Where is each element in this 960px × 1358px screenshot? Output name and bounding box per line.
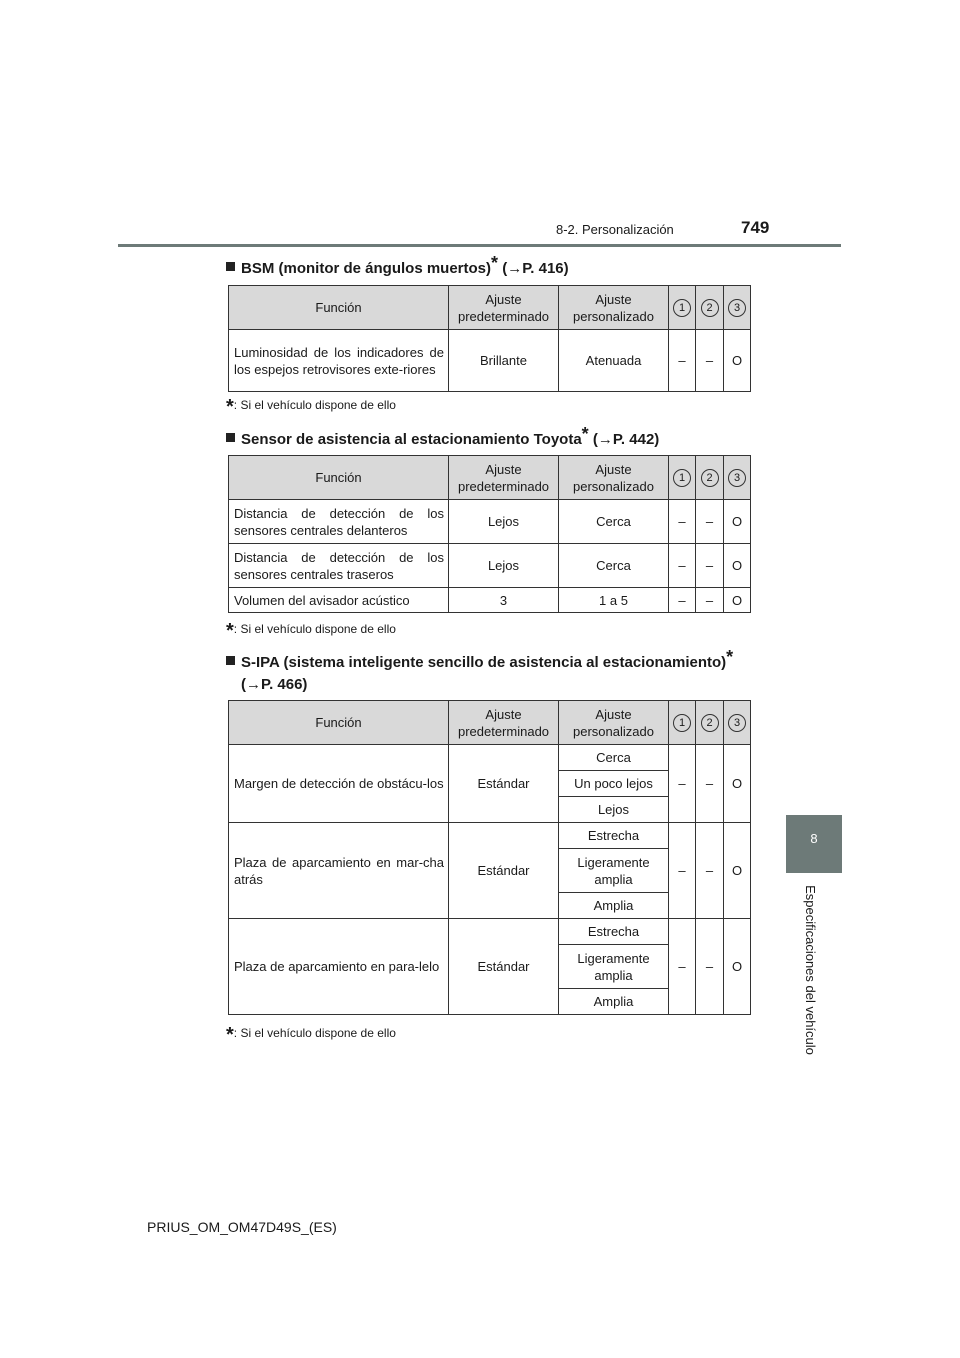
- circled-1: 1: [673, 299, 691, 317]
- table-bsm: [228, 285, 751, 392]
- table-row: Plaza de aparcamiento en para-lelo Estándar Estrecha – – O: [229, 919, 751, 945]
- bullet-square-icon: [226, 656, 235, 665]
- circled-2: 2: [701, 299, 719, 317]
- circled-1: 1: [673, 469, 691, 487]
- table-row: Volumen del avisador acústico 3 1 a 5 – – O: [229, 588, 751, 613]
- header-rule: [118, 244, 841, 247]
- section-title-bsm: BSM (monitor de ángulos muertos)* (→P. 416): [226, 252, 569, 280]
- table-row: Luminosidad de los indicadores de los espejos retrovisores exte-riores Brillante Atenuada – – O: [229, 330, 751, 392]
- col-funcion: Función: [229, 286, 449, 330]
- table-header-row: Función Ajuste predeterminado Ajuste personalizado 1 2 3: [229, 701, 751, 745]
- footnote: *: Si el vehículo dispone de ello: [226, 396, 396, 418]
- col-ajuste-pers: Ajuste personalizado: [559, 286, 669, 330]
- bullet-square-icon: [226, 433, 235, 442]
- running-header-section: 8-2. Personalización: [556, 222, 674, 237]
- footnote: *: Si el vehículo dispone de ello: [226, 620, 396, 642]
- circled-3: 3: [728, 469, 746, 487]
- bullet-square-icon: [226, 262, 235, 271]
- col-ajuste-pred: Ajuste predeterminado: [449, 286, 559, 330]
- circled-2: 2: [701, 469, 719, 487]
- table-parking-sensor: [228, 455, 751, 613]
- table-row: Margen de detección de obstácu-los Estándar Cerca – – O: [229, 745, 751, 771]
- footnote: *: Si el vehículo dispone de ello: [226, 1024, 396, 1046]
- page-number: 749: [741, 218, 770, 237]
- document-id: PRIUS_OM_OM47D49S_(ES): [147, 1219, 337, 1235]
- circled-3: 3: [728, 714, 746, 732]
- table-row: Distancia de detección de los sensores centrales traseros Lejos Cerca – – O: [229, 544, 751, 588]
- chapter-tab: 8: [786, 815, 842, 873]
- table-s-ipa: Función Ajuste predeterminado Ajuste personalizado 1 2 3 Margen de detección de obstácu-los Estándar Cerca – – O Un poco lejos Lejos Plaza de aparcamiento en mar-cha atrás Estándar Estrecha – – O Ligeramente amplia Amplia Plaza de aparcamiento en para-lelo Estándar Estrecha – – O Ligeramente amplia Amplia: [228, 700, 751, 1015]
- chapter-title-vertical: Especificaciones del vehículo: [803, 885, 818, 1055]
- circled-1: 1: [673, 714, 691, 732]
- table-header-row: Función Ajuste predeterminado Ajuste personalizado 1 2 3: [229, 456, 751, 500]
- circled-2: 2: [701, 714, 719, 732]
- circled-3: 3: [728, 299, 746, 317]
- section-title-parking-sensor: Sensor de asistencia al estacionamiento Toyota* (→P. 442): [226, 423, 659, 451]
- table-row: Distancia de detección de los sensores centrales delanteros Lejos Cerca – – O: [229, 500, 751, 544]
- table-header-row: [229, 286, 751, 330]
- table-row: Plaza de aparcamiento en mar-cha atrás Estándar Estrecha – – O: [229, 823, 751, 849]
- section-title-s-ipa: S-IPA (sistema inteligente sencillo de asistencia al estacionamiento)* (→P. 466): [226, 646, 756, 696]
